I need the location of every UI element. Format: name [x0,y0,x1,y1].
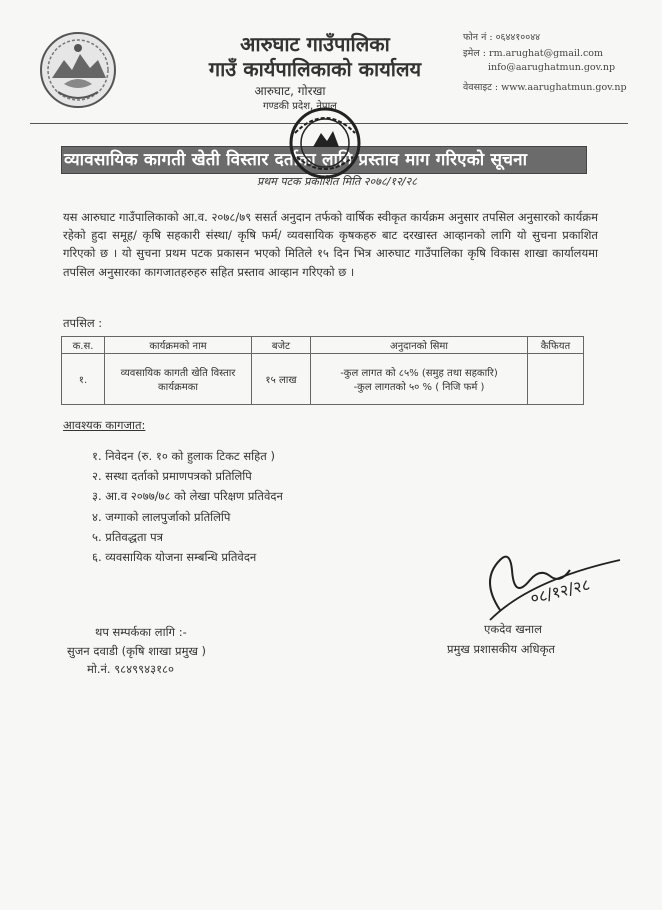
document-item: ३. आ.व २०७७/७८ को लेखा परिक्षण प्रतिवेदन [92,489,283,503]
email-line [463,46,603,59]
contact-person: सुजन दवाडी (कृषि शाखा प्रमुख ) [67,644,207,658]
document-item: ६. व्यवसायिक योजना सम्बन्धि प्रतिवेदन [92,550,257,564]
officer-title: प्रमुख प्रशासकीय अधिकृत [447,642,555,656]
nepal-emblem-icon [38,30,118,110]
table-row [62,354,584,405]
cell-limit [311,354,528,405]
phone-line [463,30,540,43]
email-primary[interactable]: rm.arughat@gmail.com [489,48,604,59]
signature-icon [470,540,630,630]
officer-name: एकदेव खनाल [484,622,542,636]
signature-date: ०८/१२/२८ [528,574,592,608]
office-name: आरुघाट गाउँपालिका [240,32,390,56]
required-documents-title: आवश्यक कागजात: [63,418,146,432]
office-stamp-icon [285,103,365,183]
contact-phone: मो.नं. ९८४९९४३१८० [87,662,175,676]
tapsil-label: तपसिल : [63,316,103,330]
header-program: कार्यक्रमको नाम [105,337,252,354]
cell-sn: १. [62,354,105,405]
office-location: आरुघाट, गोरखा [254,84,326,98]
notice-body: यस आरुघाट गाउँपालिकाको आ.व. २०७८/७९ ससर्त अनुदान तर्फको वार्षिक स्वीकृत कार्यक्रम अनुसार तपसिल अनुसारको कार्यक्रम रहेको हुदा समूह/ कृषि सहकारी संस्था/ कृषि फर्म/ व्यवसायिक कृषकहरु बाट दरखास्त आव्हानको लागि यो सुचना प्रकाशित गरिएको छ । यो सुचना प्रथम पटक प्रकासन भएको मितिले १५ दिन भित्र आरुघाट गाउँपालिका कृषि विकास शाखा कार्यालयमा तपसिल अनुसारका कागजातहरुहरु सहित प्रस्ताव आव्हान गरिएको छ । [63,210,598,279]
header-sn: क.स. [62,337,105,354]
limit-line-2: -कुल लागतको ५० % ( निजि फर्म ) [353,382,485,393]
limit-line-1: -कुल लागत को ८५% (समुह तथा सहकारि) [340,368,498,379]
header-remarks: कैफियत [528,337,584,354]
phone-number: ०६४४१००४४ [495,32,541,43]
published-date: प्रथम पटक प्रकाशित मिति २०७८/१२/२८ [257,175,417,188]
website-label: वेवसाइट : [463,82,499,93]
document-item: ५. प्रतिवद्धता पत्र [92,530,164,544]
program-table [61,336,584,405]
cell-budget: १५ लाख [252,354,311,405]
document-item: २. सस्था दर्ताको प्रमाणपत्रको प्रतिलिपि [92,469,252,483]
website-line [463,80,627,93]
cell-program: व्यवसायिक कागती खेति विस्तार कार्यक्रमका [105,354,252,405]
office-subtitle: गाउँ कार्यपालिकाको कार्यालय [208,57,422,81]
website-url[interactable]: www.aarughatmun.gov.np [501,82,627,93]
header-budget: बजेट [252,337,311,354]
email-secondary[interactable]: info@aarughatmun.gov.np [488,62,616,73]
office-province: गण्डकी प्रदेश, नेपाल [263,101,337,112]
document-item: १. निवेदन (रु. १० को हुलाक टिकट सहित ) [92,449,275,463]
header-limit: अनुदानको सिमा [311,337,528,354]
email-label: इमेल : [463,48,487,59]
document-item: ४. जग्गाको लालपुर्जाको प्रतिलिपि [92,510,231,524]
phone-label: फोन नं : [463,32,493,43]
table-header-row [62,337,584,354]
contact-label: थप सम्पर्कका लागि :- [95,625,187,639]
notice-title: व्यावसायिक कागती खेती विस्तार दर्ताका लागि प्रस्ताव माग गरिएको सूचना [64,150,528,170]
cell-remarks [528,354,584,405]
